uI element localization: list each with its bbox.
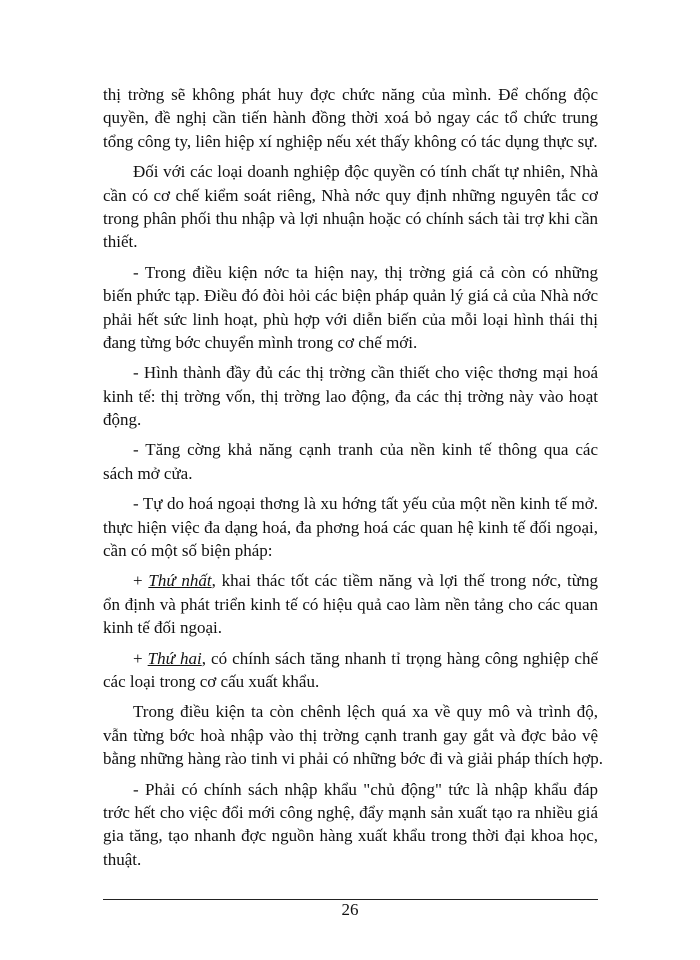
text-line: thiết. bbox=[103, 232, 138, 252]
line-text: , có chính sách tăng nhanh tỉ trọng hàng công nghiệp chế bbox=[201, 648, 598, 668]
paragraph bbox=[103, 647, 598, 694]
text-line bbox=[103, 647, 598, 670]
text-line: thị trờng sẽ không phát huy đợc chức năng của mình. Để chống độc bbox=[103, 85, 598, 104]
paragraph bbox=[103, 438, 598, 485]
text-line: các loại trong cơ cấu xuất khẩu. bbox=[103, 671, 320, 691]
text-line: động. bbox=[103, 410, 142, 430]
line-text: , khai thác tốt các tiềm năng và lợi thế trong nớc, từng bbox=[211, 571, 598, 591]
text-line: Đối với các loại doanh nghiệp độc quyền có tính chất tự nhiên, Nhà bbox=[133, 162, 598, 182]
paragraph bbox=[103, 778, 598, 872]
paragraph bbox=[103, 160, 598, 254]
text-line: thực hiện việc đa dạng hoá, đa phơng hoá các quan hệ kinh tế đối ngoại, bbox=[103, 517, 598, 537]
text-line: phải hết sức linh hoạt, phù hợp với diễn biến của mỗi loại hình thái thị bbox=[103, 309, 598, 329]
emphasized-term: Thứ nhất bbox=[148, 571, 212, 591]
paragraph bbox=[103, 83, 598, 153]
text-line: - Trong điều kiện nớc ta hiện nay, thị trờng giá cả còn có những bbox=[133, 262, 598, 282]
text-line: - Phải có chính sách nhập khẩu "chủ động" tức là nhập khẩu đáp bbox=[133, 779, 598, 799]
emphasized-term: Thứ hai bbox=[147, 648, 202, 668]
text-line: sách mở cửa. bbox=[103, 463, 193, 483]
paragraph bbox=[103, 569, 598, 639]
page-number: 26 bbox=[341, 900, 359, 919]
text-line: - Tăng cờng khả năng cạnh tranh của nền kinh tế thông qua các bbox=[133, 440, 598, 460]
text-line: đang từng bớc chuyển mình trong cơ chế mới. bbox=[103, 332, 418, 352]
text-line bbox=[103, 569, 598, 592]
text-line: - Tự do hoá ngoại thơng là xu hớng tất yếu của một nền kinh tế mở. bbox=[133, 494, 598, 514]
paragraph bbox=[103, 361, 598, 431]
paragraph bbox=[103, 492, 598, 562]
text-line: cần có cơ chế kiểm soát riêng, Nhà nớc quy định những nguyên tắc cơ bbox=[103, 185, 598, 205]
text-line: kinh tế đối ngoại. bbox=[103, 618, 222, 638]
text-line: kinh tế: thị trờng vốn, thị trờng lao động, đa các thị trờng này vào hoạt bbox=[103, 386, 598, 406]
paragraph bbox=[103, 700, 604, 770]
text-line: gia tăng, tạo nhanh đợc nguồn hàng xuất khẩu trong thời đại khoa học, bbox=[103, 826, 598, 846]
paragraph bbox=[103, 261, 598, 355]
text-line: trong phân phối thu nhập và lợi nhuận hoặc có chính sách tài trợ khi cần bbox=[103, 208, 598, 228]
text-line: Trong điều kiện ta còn chênh lệch quá xa về quy mô và trình độ, bbox=[133, 702, 598, 722]
text-line: ổn định và phát triển kinh tế có hiệu quả cao làm nền tảng cho các quan bbox=[103, 594, 598, 614]
document-body bbox=[103, 83, 604, 878]
text-line: tổng công ty, liên hiệp xí nghiệp nếu xét thấy không có tác dụng thực sự. bbox=[103, 131, 598, 151]
text-line: - Hình thành đầy đủ các thị trờng cần thiết cho việc thơng mại hoá bbox=[133, 363, 598, 383]
text-line: bằng những hàng rào tinh vi phải có những bớc đi và giải pháp thích hợp. bbox=[103, 749, 604, 769]
list-marker: + bbox=[133, 571, 149, 591]
text-line: quyền, đề nghị cần tiến hành đồng thời xoá bỏ ngay các tổ chức trung bbox=[103, 108, 598, 128]
text-line: trớc hết cho việc đổi mới công nghệ, đẩy mạnh sản xuất tạo ra nhiều giá bbox=[103, 802, 598, 822]
text-line: biến phức tạp. Điều đó đòi hỏi các biện pháp quản lý giá cả của Nhà nớc bbox=[103, 286, 598, 306]
text-line: vẫn từng bớc hoà nhập vào thị trờng cạnh tranh gay gắt và đợc bảo vệ bbox=[103, 725, 598, 745]
text-line: cần có một số biện pháp: bbox=[103, 541, 273, 561]
list-marker: + bbox=[133, 648, 148, 668]
text-line: thuật. bbox=[103, 849, 142, 869]
